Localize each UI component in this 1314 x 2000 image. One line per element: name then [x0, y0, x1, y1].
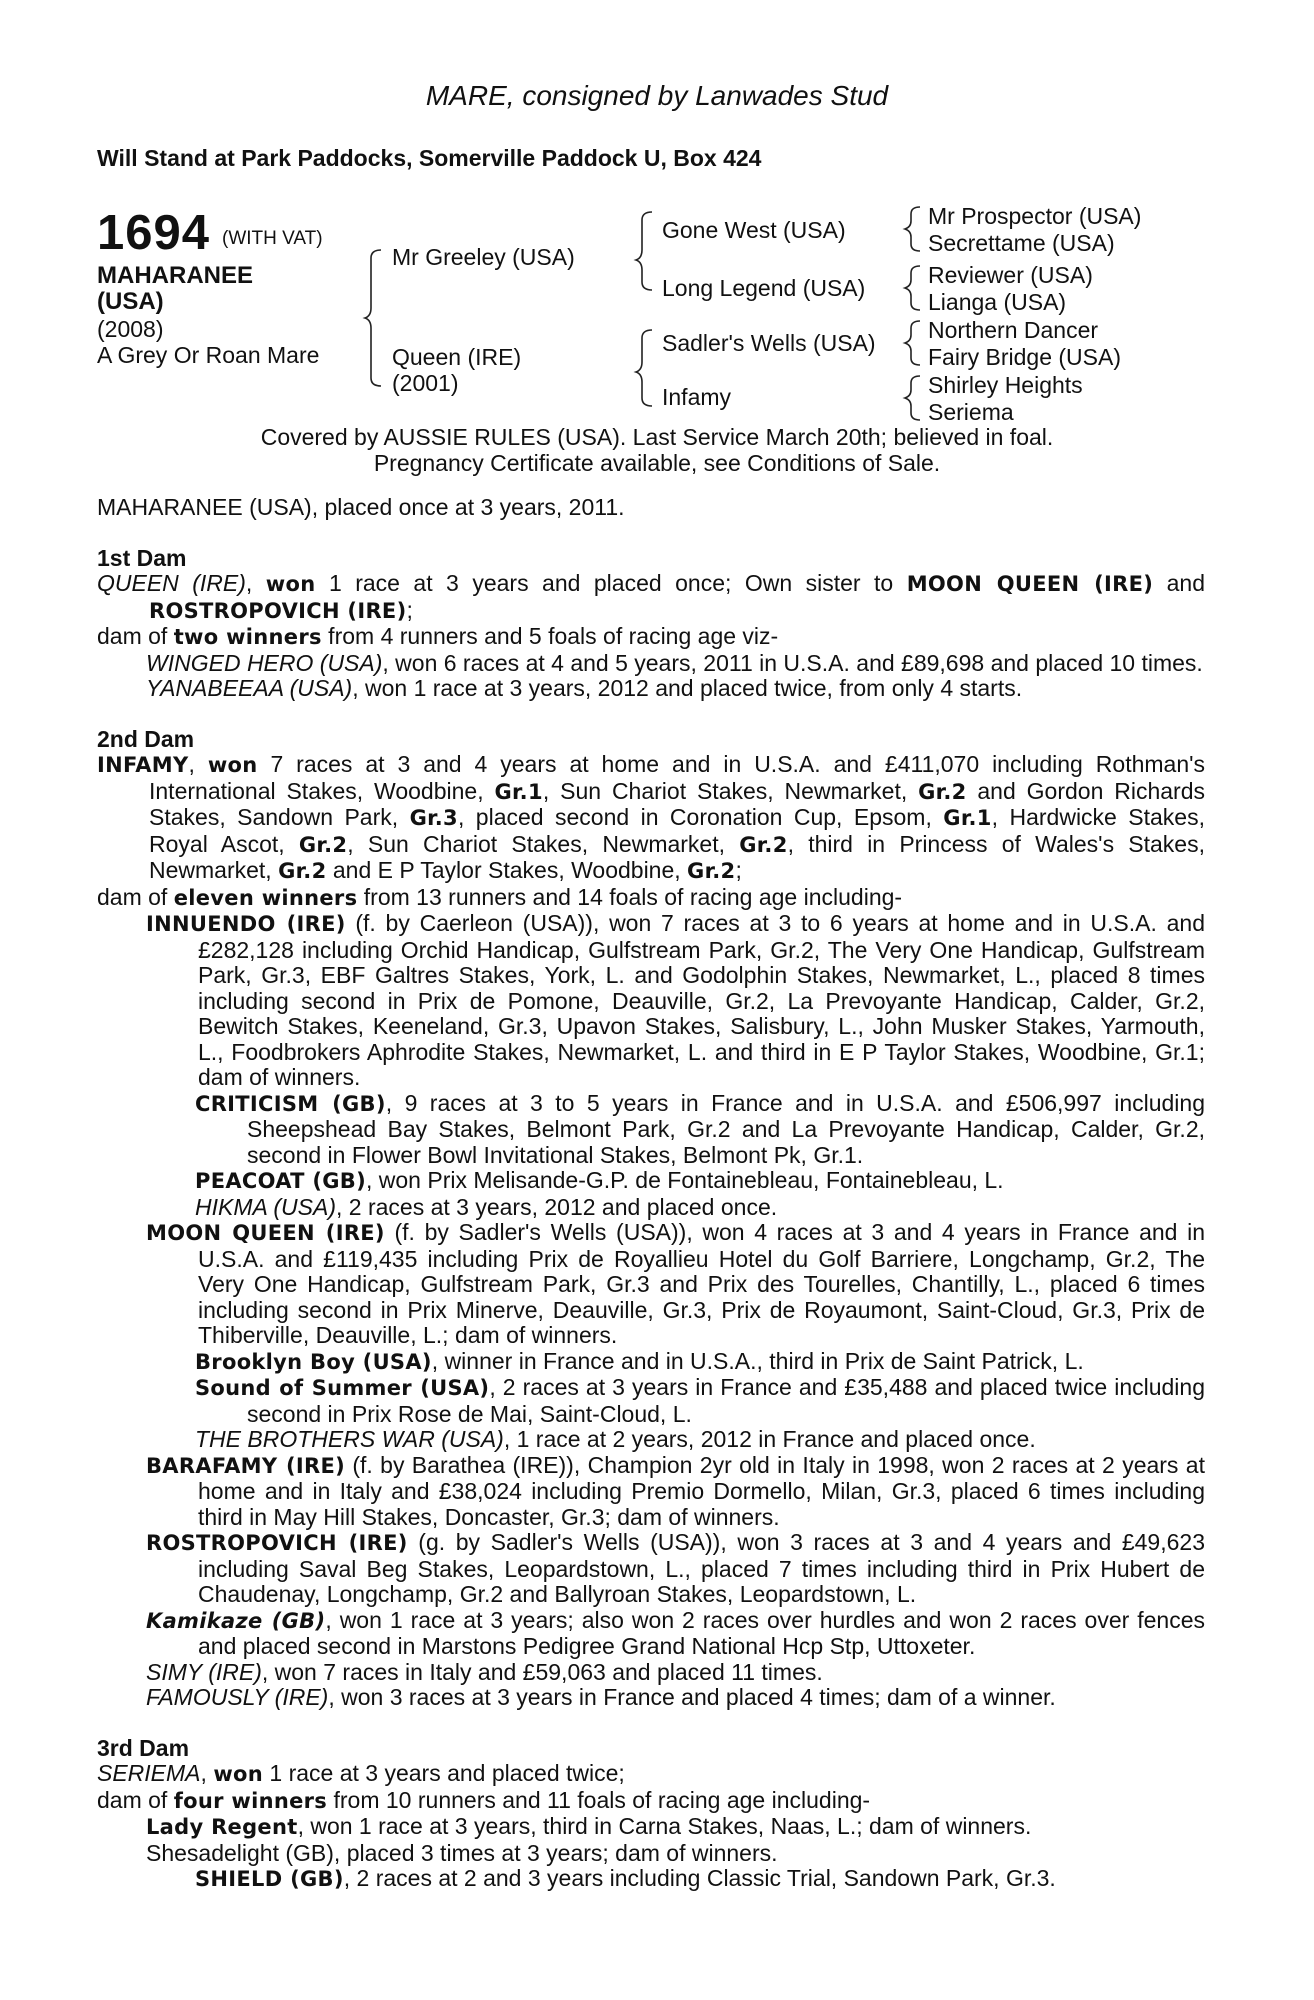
lot-number: 1694	[97, 206, 211, 260]
second-dam-heading: 2nd Dam	[97, 725, 195, 752]
first-dam-heading: 1st Dam	[97, 544, 187, 571]
produce-yanabeeaa: YANABEEAA (USA), won 1 race at 3 years, 2012 and placed twice, from only 4 starts.	[146, 675, 1023, 701]
third-dam-heading: 3rd Dam	[97, 1734, 190, 1761]
horse-description: A Grey Or Roan Mare	[97, 342, 320, 368]
pedigree-ddd: Seriema	[928, 399, 1014, 425]
produce-brothers-war: THE BROTHERS WAR (USA), 1 race at 2 years, 2012 in France and placed once.	[195, 1426, 1036, 1452]
pedigree-dds: Shirley Heights	[928, 372, 1083, 398]
consignor-title: MARE, consigned by Lanwades Stud	[425, 80, 889, 111]
produce-barafamy: BARAFAMY (IRE) (f. by Barathea (IRE)), Champion 2yr old in Italy in 1998, won 2 races at 2 years at home and in Italy and £38,024 including Premio Dormello, Milan, Gr.3, placed 6 times including third in May Hill Stakes, Doncaster, Gr.3; dam of winners.	[146, 1451, 1205, 1530]
intro-line: MAHARANEE (USA), placed once at 3 years, 2011.	[97, 494, 625, 520]
second-dam-entry: INFAMY, won 7 races at 3 and 4 years at home and in U.S.A. and £411,070 including Rothman's International Stakes, Woodbine, Gr.1, Sun Chariot Stakes, Newmarket, Gr.2 and Gordon Richards Stakes, Sandown Park, Gr.3, placed second in Coronation Cup, Epsom, Gr.1, Hardwicke Stakes, Royal Ascot, Gr.2, Sun Chariot Stakes, Newmarket, Gr.2, third in Princess of Wales's Stakes, Newmarket, Gr.2 and E P Taylor Stakes, Woodbine, Gr.2;	[97, 751, 1206, 883]
horse-name: MAHARANEE	[97, 262, 253, 289]
pedigree-dam-year: (2001)	[392, 370, 459, 396]
produce-shesadelight: Shesadelight (GB), placed 3 times at 3 years; dam of winners.	[146, 1839, 778, 1866]
produce-criticism: CRITICISM (GB), 9 races at 3 to 5 years in France and in U.S.A. and £506,997 including Sheepshead Bay Stakes, Belmont Park, Gr.2 and La Prevoyante Handicap, Calder, Gr.2, second in Flower Bowl Invitational Stakes, Belmont Pk, Gr.1.	[195, 1089, 1205, 1168]
pedigree-sire-dam: Long Legend (USA)	[662, 275, 866, 301]
produce-rostropovich: ROSTROPOVICH (IRE) (g. by Sadler's Wells (USA)), won 3 races at 3 and 4 years and £49,623 including Saval Beg Stakes, Leopardstown, L., placed 7 times including third in Prix Hubert de Chaudenay, Longchamp, Gr.2 and Ballyroan Stakes, Leopardstown, L.	[146, 1529, 1205, 1607]
produce-lady-regent: Lady Regent, won 1 race at 3 years, third in Carna Stakes, Naas, L.; dam of winners.	[146, 1813, 1032, 1839]
pedigree-dam-dam: Infamy	[662, 384, 732, 410]
produce-shield: SHIELD (GB), 2 races at 2 and 3 years including Classic Trial, Sandown Park, Gr.3.	[195, 1865, 1056, 1891]
produce-kamikaze: Kamikaze (GB), won 1 race at 3 years; also won 2 races over hurdles and won 2 races over fences and placed second in Marstons Pedigree Grand National Hcp Stp, Uttoxeter.	[146, 1606, 1205, 1659]
third-dam-entry: SERIEMA, won 1 race at 3 years and placed twice;	[97, 1760, 625, 1786]
produce-winged-hero: WINGED HERO (USA), won 6 races at 4 and 5 years, 2011 in U.S.A. and £89,698 and placed 10 times.	[146, 649, 1203, 676]
pedigree-sss: Mr Prospector (USA)	[928, 203, 1142, 229]
produce-peacoat: PEACOAT (GB), won Prix Melisande-G.P. de Fontainebleau, Fontainebleau, L.	[195, 1167, 1004, 1193]
stand-location: Will Stand at Park Paddocks, Somerville Paddock U, Box 424	[97, 145, 762, 171]
catalogue-body	[97, 495, 1205, 1893]
produce-sound-of-summer: Sound of Summer (USA), 2 races at 3 years in France and £35,488 and placed twice including second in Prix Rose de Mai, Saint-Cloud, L.	[195, 1374, 1205, 1427]
pedigree-dam-sire: Sadler's Wells (USA)	[662, 330, 876, 356]
produce-brooklyn-boy: Brooklyn Boy (USA), winner in France and in U.S.A., third in Prix de Saint Patrick, L.	[195, 1347, 1084, 1374]
produce-moon-queen: MOON QUEEN (IRE) (f. by Sadler's Wells (USA)), won 4 races at 3 and 4 years in France and in U.S.A. and £119,435 including Prix de Royallieu Hotel du Golf Barriere, Longchamp, Gr.2, The Very One Handicap, Gulfstream Park, Gr.3 and Prix des Tourelles, Chantilly, L., placed 6 times including second in Prix Minerve, Deauville, Gr.3, Prix de Royaumont, Saint-Cloud, Gr.3, Prix de Thiberville, Deauville, L.; dam of winners.	[146, 1219, 1205, 1348]
produce-hikma: HIKMA (USA), 2 races at 3 years, 2012 and placed once.	[195, 1193, 778, 1220]
horse-country: (USA)	[97, 288, 164, 315]
produce-famously: FAMOUSLY (IRE), won 3 races at 3 years in France and placed 4 times; dam of a winner.	[146, 1684, 1056, 1710]
pedigree-sire: Mr Greeley (USA)	[392, 244, 575, 270]
produce-simy: SIMY (IRE), won 7 races in Italy and £59,063 and placed 11 times.	[146, 1658, 823, 1685]
pedigree-ssd: Secrettame (USA)	[928, 230, 1115, 256]
pedigree-dss: Northern Dancer	[928, 317, 1099, 343]
first-dam-entry: QUEEN (IRE), won 1 race at 3 years and placed once; Own sister to MOON QUEEN (IRE) and ROSTROPOVICH (IRE);	[97, 570, 1205, 623]
pedigree-sire-sire: Gone West (USA)	[662, 217, 846, 243]
produce-innuendo: INNUENDO (IRE) (f. by Caerleon (USA)), won 7 races at 3 to 6 years at home and in U.S.A. and £282,128 including Orchid Handicap, Gulfstream Park, Gr.2, The Very One Handicap, Gulfstream Park, Gr.3, EBF Galtres Stakes, York, L. and Godolphin Stakes, Newmarket, L., placed 8 times including second in Prix de Pomone, Deauville, Gr.2, La Prevoyante Handicap, Calder, Gr.2, Bewitch Stakes, Keeneland, Gr.3, Upavon Stakes, Salisbury, L., John Musker Stakes, Yarmouth, L., Foodbrokers Aphrodite Stakes, Newmarket, L. and third in E P Taylor Stakes, Woodbine, Gr.1; dam of winners.	[146, 910, 1205, 1090]
pedigree-dam: Queen (IRE)	[392, 344, 522, 370]
second-dam-produce: dam of eleven winners from 13 runners and 14 foals of racing age including-	[97, 883, 903, 910]
covering-note: Covered by AUSSIE RULES (USA). Last Service March 20th; believed in foal.	[260, 424, 1054, 450]
first-dam-produce: dam of two winners from 4 runners and 5 foals of racing age viz-	[97, 623, 779, 649]
pedigree-sdd: Lianga (USA)	[928, 289, 1067, 315]
horse-year: (2008)	[97, 316, 164, 342]
third-dam-produce: dam of four winners from 10 runners and 11 foals of racing age including-	[97, 1786, 871, 1813]
pedigree-sds: Reviewer (USA)	[928, 262, 1093, 288]
pregnancy-note: Pregnancy Certificate available, see Conditions of Sale.	[373, 450, 941, 476]
vat-note: (WITH VAT)	[222, 228, 323, 249]
pedigree-dsd: Fairy Bridge (USA)	[928, 344, 1121, 370]
